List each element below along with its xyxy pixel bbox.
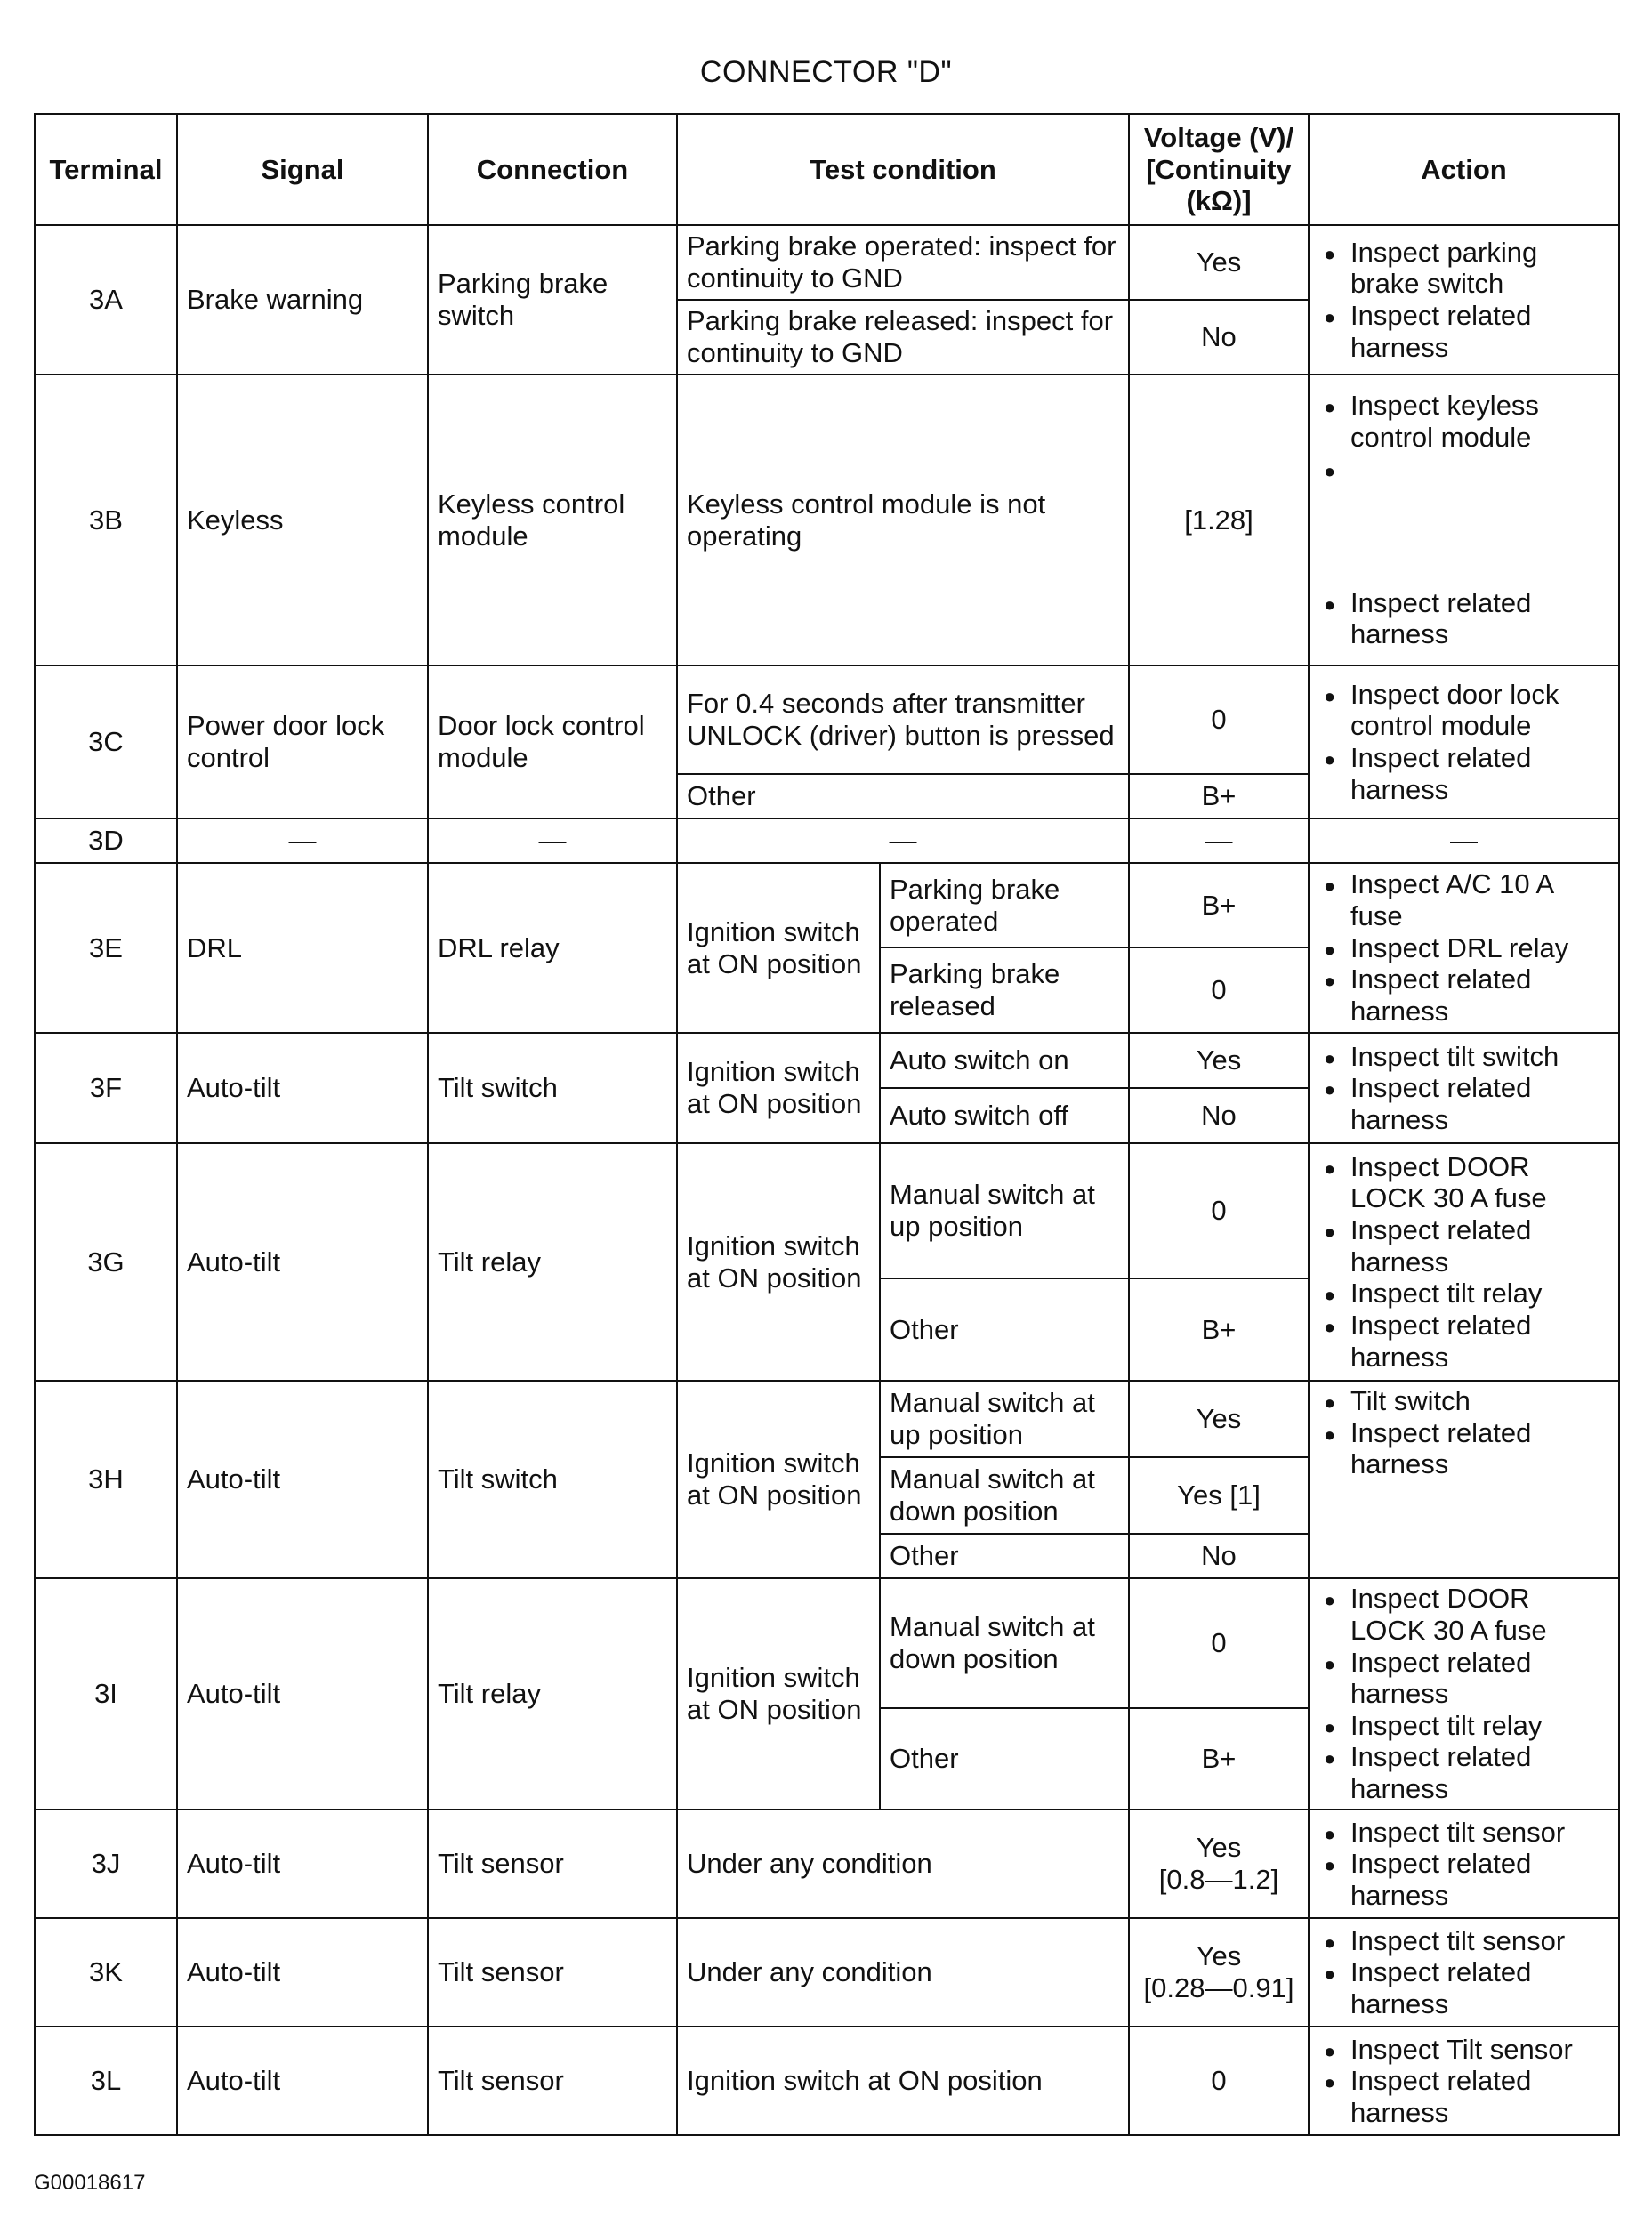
action-cell — [1309, 225, 1619, 375]
terminal-cell: 3A — [35, 225, 177, 375]
table-row — [35, 225, 1619, 300]
condition-cell: Parking brake released: inspect for continuity to GND — [677, 300, 1129, 375]
action-cell — [1309, 375, 1619, 665]
table-row — [35, 1143, 1619, 1278]
value-cell: B+ — [1129, 1278, 1309, 1381]
signal-cell: Brake warning — [177, 225, 428, 375]
action-cell — [1309, 1918, 1619, 2027]
value-cell: Yes [1] — [1129, 1457, 1309, 1534]
action-item: ● Inspect related harness — [1318, 1417, 1609, 1480]
condition-cell: Ignition switch at ON position — [677, 2027, 1129, 2135]
action-item: ● Inspect tilt relay — [1318, 1278, 1609, 1310]
table-row — [35, 1381, 1619, 1457]
table-row — [35, 818, 1619, 863]
table-row — [35, 1810, 1619, 1918]
signal-cell: Power door lock control — [177, 665, 428, 818]
action-item: ● Inspect DRL relay — [1318, 932, 1609, 964]
value-cell: No — [1129, 1088, 1309, 1143]
action-item: ● Tilt switch — [1318, 1385, 1609, 1417]
action-item: ● Inspect related harness — [1318, 1310, 1609, 1373]
action-cell — [1309, 1033, 1619, 1143]
action-item: ● Inspect related harness — [1318, 2065, 1609, 2128]
subcondition-cell: Parking brake operated — [880, 863, 1129, 947]
signal-cell: Auto-tilt — [177, 1578, 428, 1810]
header-signal: Signal — [177, 114, 428, 225]
value-cell: Yes — [1129, 225, 1309, 300]
connection-cell: Tilt sensor — [428, 1810, 677, 1918]
value-line: Yes — [1196, 1832, 1242, 1864]
action-cell — [1309, 1578, 1619, 1810]
condition-cell: — — [677, 818, 1129, 863]
table-row — [35, 1918, 1619, 2027]
signal-cell: Auto-tilt — [177, 1143, 428, 1381]
page-title: CONNECTOR "D" — [699, 55, 953, 89]
signal-cell: Auto-tilt — [177, 1810, 428, 1918]
terminal-cell: 3E — [35, 863, 177, 1033]
action-item: ● Inspect parking brake switch — [1318, 237, 1609, 300]
action-item: ● Inspect related harness — [1318, 1741, 1609, 1804]
action-item: ● Inspect related harness — [1318, 963, 1609, 1027]
table-row — [35, 1578, 1619, 1708]
value-cell — [1129, 1810, 1309, 1918]
table-row — [35, 1033, 1619, 1088]
value-cell: Yes — [1129, 1381, 1309, 1457]
signal-cell: Auto-tilt — [177, 1918, 428, 2027]
terminal-cell: 3H — [35, 1381, 177, 1578]
terminal-cell: 3K — [35, 1918, 177, 2027]
value-cell: No — [1129, 1534, 1309, 1578]
value-cell: [1.28] — [1129, 375, 1309, 665]
value-cell — [1129, 1918, 1309, 2027]
connection-cell: — — [428, 818, 677, 863]
action-item: ● Inspect tilt switch — [1318, 1041, 1609, 1073]
terminal-cell: 3B — [35, 375, 177, 665]
action-cell: — — [1309, 818, 1619, 863]
condition-cell: Parking brake operated: inspect for continuity to GND — [677, 225, 1129, 300]
table-row — [35, 375, 1619, 665]
terminal-cell: 3L — [35, 2027, 177, 2135]
action-item: ● Inspect related harness — [1318, 1072, 1609, 1135]
signal-cell: Keyless — [177, 375, 428, 665]
connection-cell: Door lock control module — [428, 665, 677, 818]
signal-cell: DRL — [177, 863, 428, 1033]
terminal-cell: 3C — [35, 665, 177, 818]
terminal-cell: 3F — [35, 1033, 177, 1143]
value-cell: Yes — [1129, 1033, 1309, 1088]
connection-cell: Tilt relay — [428, 1578, 677, 1810]
subcondition-cell: Other — [880, 1534, 1129, 1578]
value-cell: 0 — [1129, 2027, 1309, 2135]
header-terminal: Terminal — [35, 114, 177, 225]
action-item: ● Inspect related harness — [1318, 300, 1609, 363]
header-test-condition: Test condition — [677, 114, 1129, 225]
signal-cell: Auto-tilt — [177, 1033, 428, 1143]
action-item: ● Inspect related harness — [1318, 1848, 1609, 1911]
value-cell: B+ — [1129, 1708, 1309, 1810]
subcondition-cell: Auto switch on — [880, 1033, 1129, 1088]
action-cell — [1309, 665, 1619, 818]
subcondition-cell: Manual switch at up position — [880, 1143, 1129, 1278]
action-spacer — [1318, 454, 1609, 587]
subcondition-cell: Other — [880, 1708, 1129, 1810]
action-item: ● Inspect related harness — [1318, 1956, 1609, 2019]
condition-cell: Ignition switch at ON position — [677, 1033, 880, 1143]
value-line: [0.28—0.91] — [1143, 1972, 1294, 2003]
header-row — [35, 114, 1619, 225]
condition-cell: Ignition switch at ON position — [677, 1143, 880, 1381]
header-voltage: Voltage (V)/ [Continuity (kΩ)] — [1129, 114, 1309, 225]
connection-cell: DRL relay — [428, 863, 677, 1033]
connection-cell: Tilt switch — [428, 1033, 677, 1143]
table-row — [35, 2027, 1619, 2135]
signal-cell: Auto-tilt — [177, 1381, 428, 1578]
value-cell: B+ — [1129, 774, 1309, 818]
condition-cell: Under any condition — [677, 1918, 1129, 2027]
action-cell — [1309, 1143, 1619, 1381]
terminal-cell: 3J — [35, 1810, 177, 1918]
action-item: ● Inspect door lock control module — [1318, 679, 1609, 742]
value-cell: — — [1129, 818, 1309, 863]
action-item: ● Inspect tilt sensor — [1318, 1817, 1609, 1849]
action-item: ● Inspect related harness — [1318, 742, 1609, 805]
action-item: ● Inspect related harness — [1318, 1647, 1609, 1710]
terminal-cell: 3I — [35, 1578, 177, 1810]
value-cell: 0 — [1129, 1578, 1309, 1708]
action-item: ● Inspect Tilt sensor — [1318, 2034, 1609, 2066]
subcondition-cell: Auto switch off — [880, 1088, 1129, 1143]
action-item: ● Inspect keyless control module — [1318, 390, 1609, 453]
action-item: ● Inspect DOOR LOCK 30 A fuse — [1318, 1151, 1609, 1214]
table-row — [35, 863, 1619, 947]
connection-cell: Tilt sensor — [428, 2027, 677, 2135]
connection-cell: Parking brake switch — [428, 225, 677, 375]
subcondition-cell: Manual switch at down position — [880, 1578, 1129, 1708]
connection-cell: Tilt switch — [428, 1381, 677, 1578]
subcondition-cell: Parking brake released — [880, 947, 1129, 1033]
condition-cell: For 0.4 seconds after transmitter UNLOCK (driver) button is pressed — [677, 665, 1129, 774]
action-cell — [1309, 1381, 1619, 1578]
value-cell: 0 — [1129, 665, 1309, 774]
action-item: ● Inspect tilt relay — [1318, 1710, 1609, 1742]
subcondition-cell: Manual switch at down position — [880, 1457, 1129, 1534]
header-action: Action — [1309, 114, 1619, 225]
value-line: [0.8—1.2] — [1158, 1864, 1279, 1895]
connection-cell: Tilt relay — [428, 1143, 677, 1381]
condition-cell: Ignition switch at ON position — [677, 863, 880, 1033]
value-cell: B+ — [1129, 863, 1309, 947]
header-connection: Connection — [428, 114, 677, 225]
signal-cell: Auto-tilt — [177, 2027, 428, 2135]
action-cell — [1309, 1810, 1619, 1918]
condition-cell: Under any condition — [677, 1810, 1129, 1918]
connection-cell: Keyless control module — [428, 375, 677, 665]
action-item: ● Inspect related harness — [1318, 1214, 1609, 1278]
action-item: ● Inspect tilt sensor — [1318, 1925, 1609, 1957]
subcondition-cell: Other — [880, 1278, 1129, 1381]
action-item: ● Inspect related harness — [1318, 587, 1609, 650]
condition-cell: Keyless control module is not operating — [677, 375, 1129, 665]
signal-cell: — — [177, 818, 428, 863]
subcondition-cell: Manual switch at up position — [880, 1381, 1129, 1457]
action-cell — [1309, 863, 1619, 1033]
action-cell — [1309, 2027, 1619, 2135]
terminal-cell: 3D — [35, 818, 177, 863]
value-cell: 0 — [1129, 947, 1309, 1033]
table-row — [35, 665, 1619, 774]
condition-cell: Other — [677, 774, 1129, 818]
action-item: ● Inspect A/C 10 A fuse — [1318, 868, 1609, 931]
figure-code: G00018617 — [34, 2171, 146, 2195]
value-cell: No — [1129, 300, 1309, 375]
connector-table — [34, 113, 1620, 2136]
action-item: ● Inspect DOOR LOCK 30 A fuse — [1318, 1583, 1609, 1646]
condition-cell: Ignition switch at ON position — [677, 1381, 880, 1578]
value-line: Yes — [1196, 1940, 1242, 1972]
connection-cell: Tilt sensor — [428, 1918, 677, 2027]
terminal-cell: 3G — [35, 1143, 177, 1381]
value-cell: 0 — [1129, 1143, 1309, 1278]
condition-cell: Ignition switch at ON position — [677, 1578, 880, 1810]
